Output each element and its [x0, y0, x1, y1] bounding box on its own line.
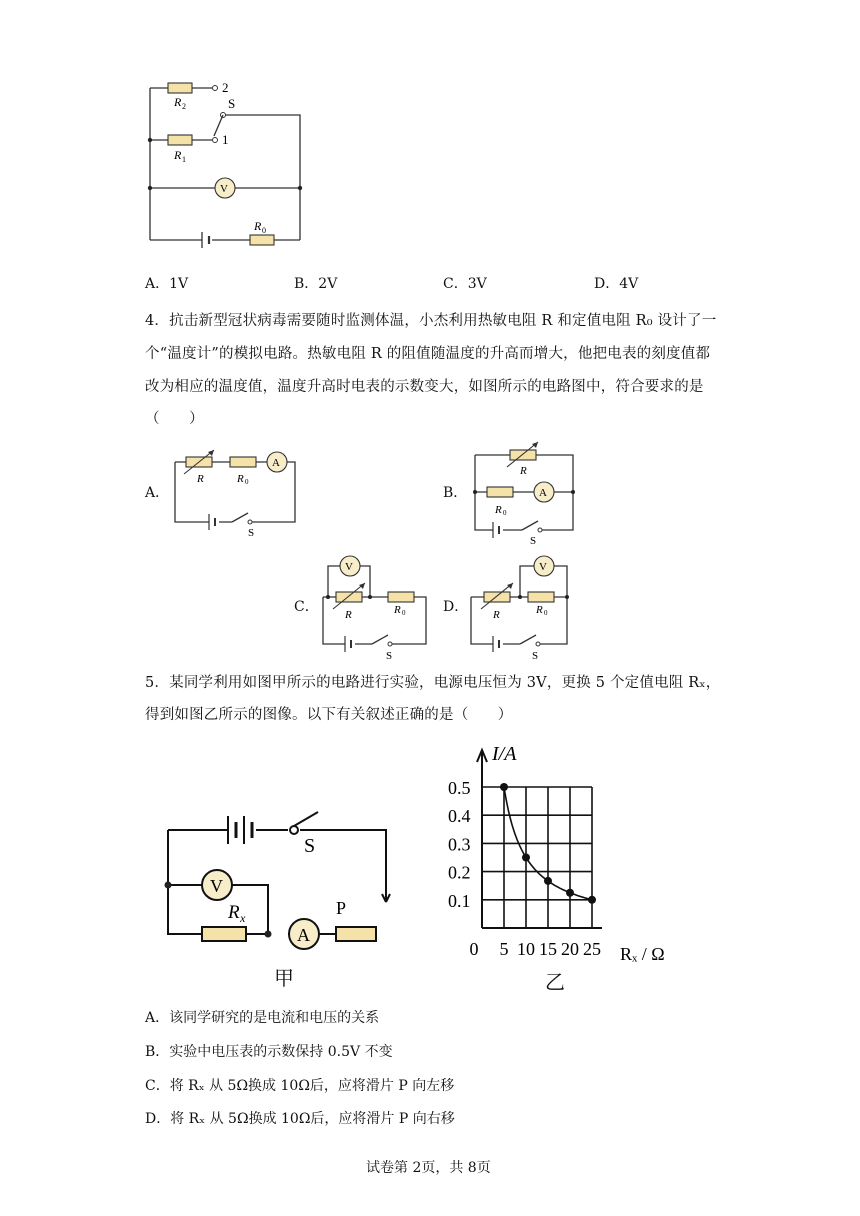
q4-option-a: A． [145, 485, 170, 501]
q5-chart-yi [440, 740, 680, 970]
svg-text:R: R [228, 902, 240, 923]
svg-text:R: R [495, 504, 502, 516]
svg-text:V: V [539, 561, 547, 573]
svg-text:R: R [174, 148, 182, 162]
svg-text:A: A [539, 487, 547, 499]
svg-text:1: 1 [222, 132, 229, 147]
svg-text:0: 0 [503, 509, 507, 517]
svg-text:2: 2 [222, 80, 229, 95]
q5-option-c: C．将 Rₓ 从 5Ω换成 10Ω后，应将滑片 P 向左移 [145, 1078, 455, 1094]
q5-option-a: A．该同学研究的是电流和电压的关系 [145, 1010, 380, 1026]
q4-option-d: D． [443, 599, 469, 615]
svg-text:R: R [197, 473, 204, 485]
q4-stem-line-1: 4．抗击新型冠状病毒需要随时监测体温，小杰利用热敏电阻 R 和定值电阻 R₀ 设计了一 [145, 313, 717, 329]
q5-option-d: D．将 Rₓ 从 5Ω换成 10Ω后，应将滑片 P 向右移 [145, 1111, 455, 1127]
resistor-r2 [168, 83, 192, 93]
q4-option-b: B． [443, 485, 468, 501]
svg-text:R: R [174, 95, 182, 109]
q4-circuit-d [466, 552, 581, 662]
svg-text:S: S [228, 96, 236, 111]
q4-circuit-a [170, 448, 300, 539]
svg-text:S: S [386, 650, 393, 662]
q5-option-b: B．实验中电压表的示数保持 0.5V 不变 [145, 1044, 393, 1060]
data-point [500, 783, 508, 791]
svg-text:A: A [297, 925, 310, 945]
data-point [522, 854, 530, 862]
svg-text:R: R [237, 473, 244, 485]
data-point [566, 889, 574, 897]
resistor-r1 [168, 135, 192, 145]
svg-text:0: 0 [544, 609, 548, 617]
chart-ylabel: I/A [492, 743, 517, 765]
svg-text:S: S [530, 535, 537, 547]
svg-text:R: R [394, 604, 401, 616]
q4-stem-line-3: 改为相应的温度值，温度升高时电表的示数变大，如图所示的电路图中，符合要求的是 [145, 379, 704, 395]
svg-text:0: 0 [245, 478, 249, 486]
svg-text:1: 1 [182, 155, 186, 164]
fig-yi-caption: 乙 [545, 970, 565, 994]
q5-stem-line-1: 5．某同学利用如图甲所示的电路进行实验，电源电压恒为 3V，更换 5 个定值电阻 Rₓ， [145, 675, 721, 691]
fig-jia-caption: 甲 [274, 966, 294, 990]
x-tick-label: 25 [583, 939, 601, 959]
q4-circuit-c [318, 552, 433, 662]
svg-text:P: P [336, 898, 347, 918]
svg-text:2: 2 [182, 102, 186, 111]
y-tick-label: 0.4 [448, 806, 471, 827]
x-tick-label: 10 [517, 939, 535, 959]
resistor-r0 [250, 235, 274, 245]
q3-option-a: A．1V [145, 276, 189, 292]
svg-text:S: S [532, 650, 539, 662]
x-tick-label: 0 [469, 939, 479, 959]
y-tick-label: 0.2 [448, 862, 471, 883]
svg-text:x: x [240, 911, 246, 925]
q3-option-c: C．3V [443, 276, 487, 292]
q3-circuit-diagram [140, 70, 320, 255]
svg-text:V: V [220, 183, 228, 195]
q4-stem-line-2: 个“温度计”的模拟电路。热敏电阻 R 的阻值随温度的升高而增大，他把电表的刻度值都 [145, 346, 711, 362]
q4-circuit-b [470, 440, 580, 545]
page-footer: 试卷第 2页，共 8页 [366, 1160, 491, 1176]
data-point [588, 896, 596, 904]
svg-text:R: R [536, 604, 543, 616]
q4-stem-line-4: （ ） [145, 411, 204, 427]
x-tick-label: 5 [499, 939, 509, 959]
y-tick-label: 0.1 [448, 890, 471, 911]
svg-text:V: V [345, 561, 353, 573]
x-tick-label: 15 [539, 939, 557, 959]
svg-text:R: R [493, 609, 500, 621]
x-tick-label: 20 [561, 939, 579, 959]
svg-text:S: S [248, 527, 255, 539]
q5-circuit-jia [160, 808, 400, 948]
svg-text:0: 0 [262, 226, 266, 235]
svg-text:R: R [345, 609, 352, 621]
q4-option-c: C． [294, 599, 319, 615]
y-tick-label: 0.5 [448, 778, 471, 798]
q3-option-b: B．2V [294, 276, 338, 292]
chart-xlabel: Rₓ / Ω [620, 944, 665, 964]
svg-text:V: V [210, 876, 223, 896]
q5-stem-line-2: 得到如图乙所示的图像。以下有关叙述正确的是（ ） [145, 707, 513, 723]
svg-text:S: S [304, 835, 316, 857]
data-point [544, 877, 552, 885]
svg-text:A: A [272, 457, 280, 469]
q3-option-d: D．4V [594, 276, 639, 292]
svg-text:R: R [520, 465, 527, 477]
svg-text:0: 0 [402, 609, 406, 617]
svg-text:R: R [254, 219, 262, 233]
y-tick-label: 0.3 [448, 834, 471, 855]
